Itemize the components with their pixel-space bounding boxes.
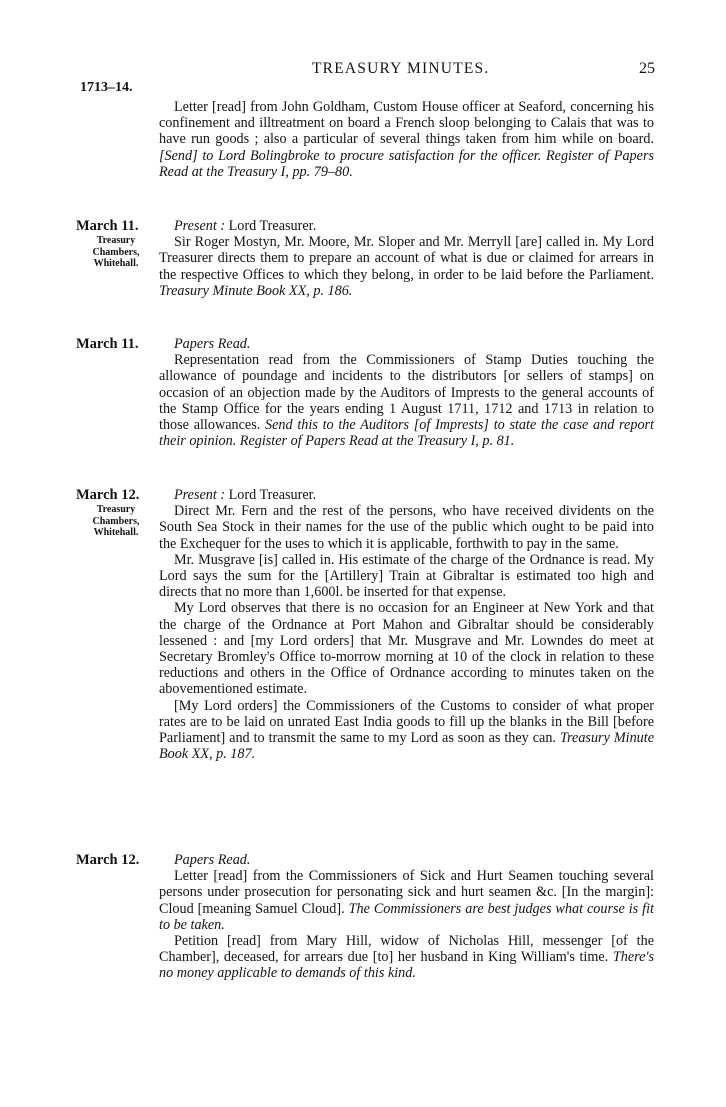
paragraph: Representation read from the Commissioners of Stamp Duties touching the allowance of poundage and incidents to the distributors [or sellers of stamps] on occasion of an objection made by the Auditors of Imprests to the general accounts of the Stamp Office for the years ending 1 August 1711, 1712 and 1713 in relation to those allowances. Send this to the Auditors [of Imprests] to state the case and report their opinion. Register of Papers Read at the Treasury I, p. 81. <box>159 352 654 450</box>
paragraph-annotation: Treasury Minute Book XX, p. 187. <box>159 730 655 763</box>
margin-date: March 12. <box>76 487 140 503</box>
paragraph-annotation: The Commissioners are best judges what course is fit to be taken. <box>159 900 654 933</box>
entry-body <box>159 336 654 449</box>
entry-heading: Present : Lord Treasurer. <box>174 487 317 503</box>
entry-body <box>159 99 654 180</box>
margin-place: Treasury Chambers, Whitehall. <box>92 504 140 538</box>
paragraph: Mr. Musgrave [is] called in. His estimate of the charge of the Ordnance is read. My Lord says the sum for the [Artillery] Train at Gibraltar is estimated too high and directs that no more than 1,600l. be inserted for that expense. <box>159 551 654 601</box>
running-title: TREASURY MINUTES. <box>312 60 490 77</box>
year-heading: 1713–14. <box>80 80 133 95</box>
margin-date: March 11. <box>76 218 139 234</box>
paragraph-annotation: There's no money applicable to demands of this kind. <box>159 949 655 982</box>
paragraph-annotation: [Send] to Lord Bolingbroke to procure satisfaction for the officer. Register of Papers Read at the Treasury I, pp. 79–80. <box>159 147 654 180</box>
paragraph-annotation: Send this to the Auditors [of Imprests] to state the case and report their opinion. Register of Papers Read at the Treasury I, p. 81. <box>159 417 654 450</box>
page-number: 25 <box>639 60 655 77</box>
margin-date: March 12. <box>76 852 140 868</box>
page-header <box>0 60 726 82</box>
margin-place: Treasury Chambers, Whitehall. <box>92 235 140 269</box>
entry-body <box>159 852 654 982</box>
paragraph: [My Lord orders] the Commissioners of the Customs to consider of what proper rates are to be laid on unrated East India goods to fill up the blanks in the Bill [before Parliament] and to transmit the same to my Lord as soon as they can. Treasury Minute Book XX, p. 187. <box>159 697 655 763</box>
paragraph: My Lord observes that there is no occasion for an Engineer at New York and that the charge of the Ordnance at Port Mahon and Gibraltar should be considerably lessened : and [my Lord orders] that Mr. Musgrave and Mr. Lowndes do meet at Secretary Bromley's Office to-morrow morning at 10 of the clock in relation to these reductions and others in the Office of Ordnance according to minutes taken on the abovementioned estimate. <box>159 600 654 698</box>
paragraph: Sir Roger Mostyn, Mr. Moore, Mr. Sloper and Mr. Merryll [are] called in. My Lord Treasurer directs them to prepare an account of what is due or claimed for arrears in the respective Offices to which they belong, in order to be laid before the Parliament. Treasury Minute Book XX, p. 186. <box>159 234 654 299</box>
paragraph-annotation: Treasury Minute Book XX, p. 186. <box>159 282 353 299</box>
paragraph: Petition [read] from Mary Hill, widow of Nicholas Hill, messenger [of the Chamber], deceased, for arrears due [to] her husband in King William's time. There's no money applicable to demands of this kind. <box>159 933 655 982</box>
entry-heading: Present : Lord Treasurer. <box>174 218 317 234</box>
entry-body <box>159 218 654 299</box>
entry-heading: Papers Read. <box>174 852 251 868</box>
entry-heading: Papers Read. <box>174 336 251 352</box>
paragraph: Direct Mr. Fern and the rest of the persons, who have received dividents on the South Sea Stock in their names for the use of the public which ought to be paid into the Exchequer for the uses to which it is applicable, forthwith to pay in the same. <box>159 503 654 552</box>
margin-date: March 11. <box>76 336 139 352</box>
entry-body <box>159 487 654 762</box>
paragraph: Letter [read] from John Goldham, Custom House officer at Seaford, concerning his confinement and illtreatment on board a French sloop belonging to Calais that was to have run goods ; also a particular of several things taken from him while on board. [Send] to Lord Bolingbroke to procure satisfaction for the officer. Register of Papers Read at the Treasury I, pp. 79–80. <box>159 99 654 180</box>
paragraph: Letter [read] from the Commissioners of Sick and Hurt Seamen touching several persons under prosecution for personating sick and hurt seamen &c. [In the margin]: Cloud [meaning Samuel Cloud]. The Commissioners are best judges what course is fit to be taken. <box>159 868 654 933</box>
